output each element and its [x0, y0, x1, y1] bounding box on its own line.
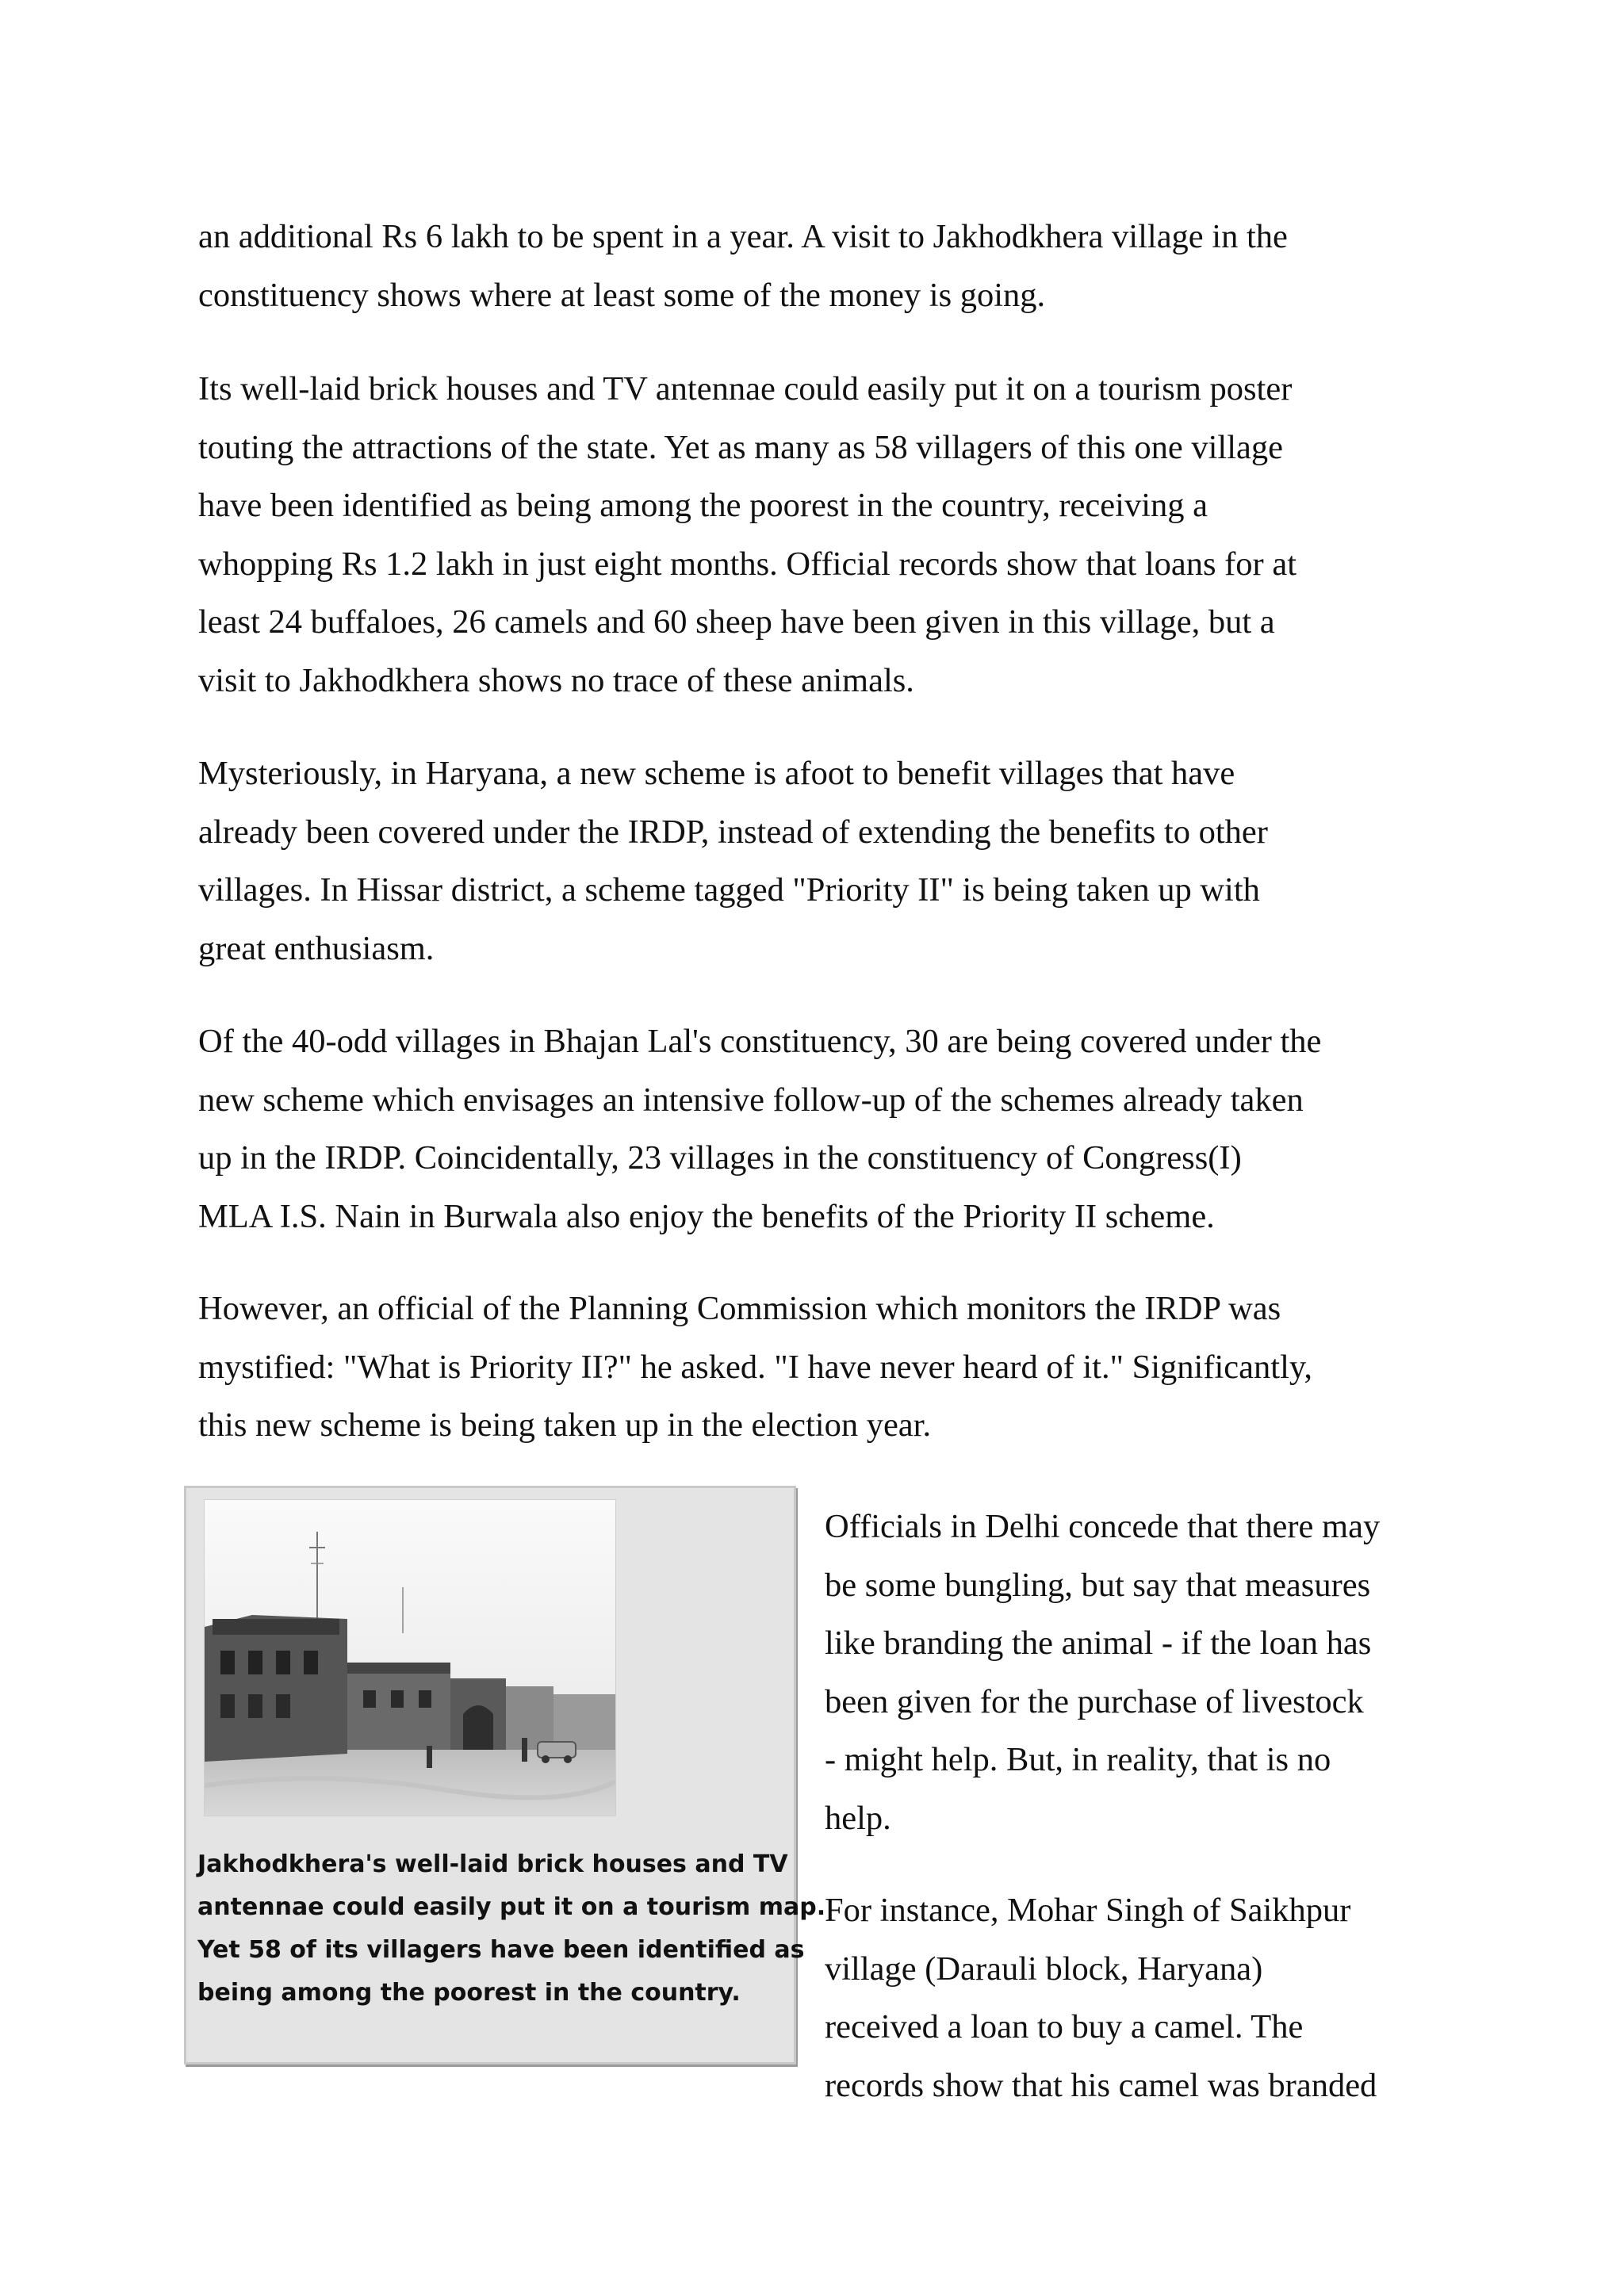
caption-line: antennae could easily put it on a tourism map. — [197, 1893, 826, 1921]
text-line: For instance, Mohar Singh of Saikhpur — [825, 1892, 1351, 1929]
text-line: been given for the purchase of livestock — [825, 1682, 1364, 1720]
text-line: this new scheme is being taken up in the election year. — [198, 1406, 932, 1444]
text-line: Its well-laid brick houses and TV antennae could easily put it on a tourism poster — [198, 370, 1293, 408]
caption-line: Yet 58 of its villagers have been identified as — [197, 1936, 805, 1964]
text-line: already been covered under the IRDP, instead of extending the benefits to other — [198, 813, 1268, 851]
text-line: mystified: "What is Priority II?" he asked. "I have never heard of it." Significantly, — [198, 1348, 1312, 1386]
photo-figure — [184, 1486, 826, 2064]
text-line: be some bungling, but say that measures — [825, 1566, 1371, 1604]
side-paragraph-1 — [825, 1498, 1459, 1847]
text-line: constituency shows where at least some of the money is going. — [198, 276, 1046, 314]
paragraph-2 — [198, 360, 1443, 710]
text-line: - might help. But, in reality, that is no — [825, 1741, 1331, 1778]
paragraph-5 — [198, 1280, 1443, 1455]
paragraph-4 — [198, 1012, 1443, 1246]
caption-line: Jakhodkhera's well-laid brick houses and TV — [197, 1850, 788, 1878]
text-line: Of the 40-odd villages in Bhajan Lal's constituency, 30 are being covered under the — [198, 1023, 1322, 1060]
text-line: village (Darauli block, Haryana) — [825, 1950, 1263, 1988]
text-line: help. — [825, 1799, 891, 1837]
text-line: touting the attractions of the state. Yet as many as 58 villagers of this one village — [198, 428, 1283, 466]
text-line: records show that his camel was branded — [825, 2066, 1377, 2104]
text-line: new scheme which envisages an intensive follow-up of the schemes already taken — [198, 1081, 1304, 1119]
text-line: Officials in Delhi concede that there may — [825, 1508, 1381, 1545]
text-line: However, an official of the Planning Commission which monitors the IRDP was — [198, 1290, 1281, 1327]
text-line: whopping Rs 1.2 lakh in just eight months. Official records show that loans for at — [198, 545, 1297, 583]
paragraph-3 — [198, 744, 1443, 978]
side-paragraph-2 — [825, 1881, 1459, 2114]
village-buildings-image — [205, 1500, 615, 1816]
text-line: villages. In Hissar district, a scheme tagged "Priority II" is being taken up with — [198, 871, 1260, 909]
text-line: received a loan to buy a camel. The — [825, 2008, 1304, 2045]
text-line: have been identified as being among the poorest in the country, receiving a — [198, 487, 1208, 524]
village-photo — [204, 1499, 616, 1816]
photo-caption — [197, 1843, 826, 2015]
text-line: like branding the animal - if the loan has — [825, 1624, 1372, 1662]
text-line: great enthusiasm. — [198, 929, 435, 967]
text-line: an additional Rs 6 lakh to be spent in a year. A visit to Jakhodkhera village in the — [198, 218, 1288, 255]
paragraph-1 — [198, 208, 1443, 324]
text-line: up in the IRDP. Coincidentally, 23 villages in the constituency of Congress(I) — [198, 1139, 1242, 1177]
text-line: MLA I.S. Nain in Burwala also enjoy the benefits of the Priority II scheme. — [198, 1197, 1215, 1235]
text-line: visit to Jakhodkhera shows no trace of these animals. — [198, 661, 914, 699]
text-line: Mysteriously, in Haryana, a new scheme is afoot to benefit villages that have — [198, 755, 1235, 792]
text-line: least 24 buffaloes, 26 camels and 60 sheep have been given in this village, but a — [198, 603, 1275, 641]
caption-line: being among the poorest in the country. — [197, 1979, 741, 2007]
